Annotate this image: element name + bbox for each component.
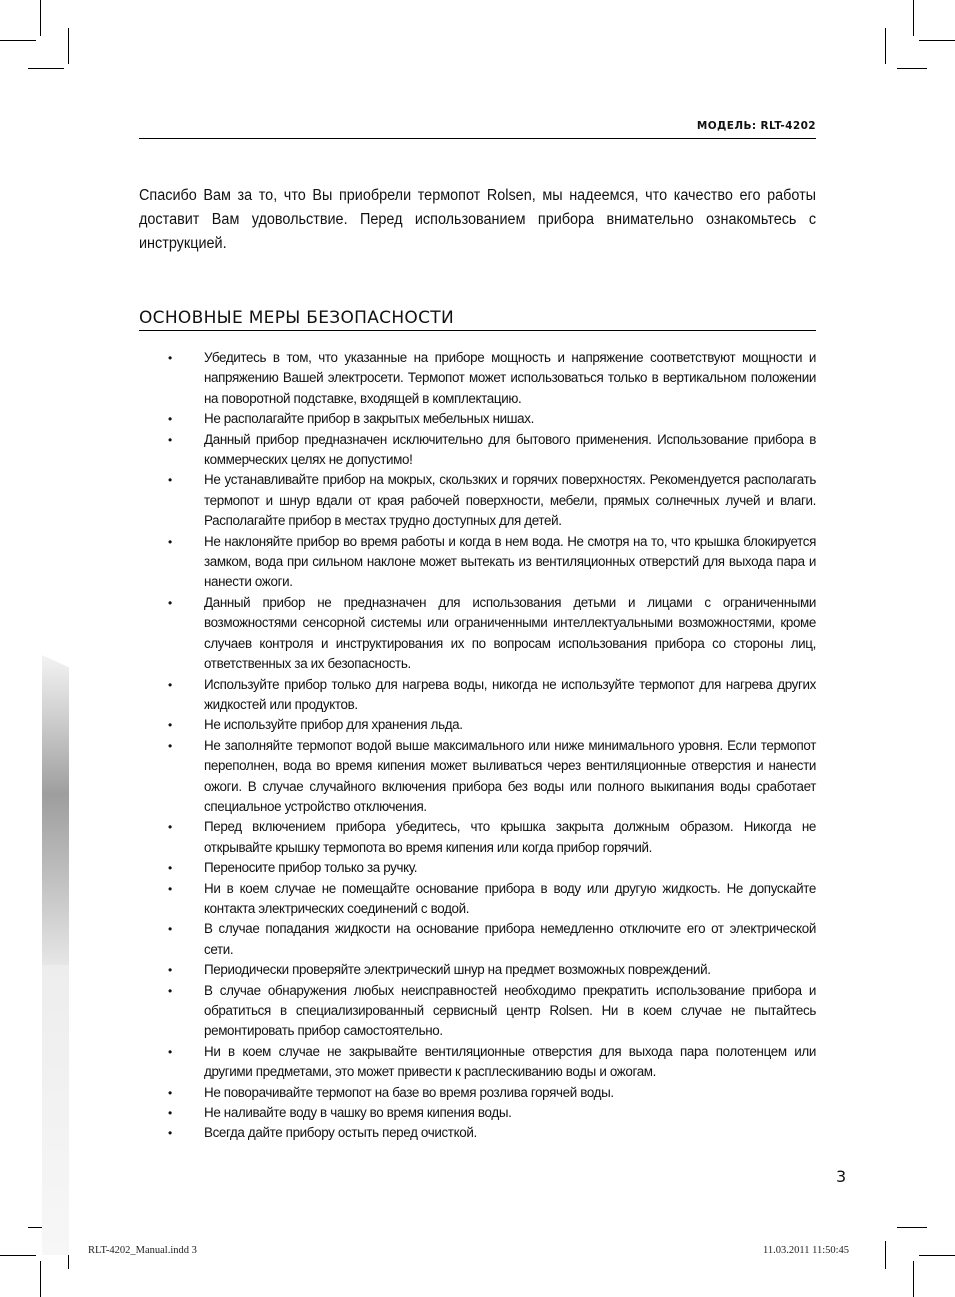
bullet-icon: •	[168, 718, 172, 733]
list-item	[168, 593, 816, 675]
list-item	[168, 960, 816, 980]
crop-mark	[0, 40, 36, 41]
crop-mark	[897, 1227, 927, 1228]
list-item	[168, 532, 816, 593]
list-item	[168, 858, 816, 878]
bullet-icon: •	[168, 1044, 172, 1059]
safety-list	[168, 348, 816, 1144]
bullet-icon: •	[168, 412, 172, 427]
bullet-icon: •	[168, 861, 172, 876]
list-item	[168, 1123, 816, 1143]
list-item-text: Перед включением прибора убедитесь, что крышка закрыта должным образом. Никогда не открывайте крышку термопота во время кипения или когда прибор горячий.	[204, 819, 816, 855]
list-item	[168, 879, 816, 920]
list-item	[168, 981, 816, 1042]
list-item-text: Переносите прибор только за ручку.	[204, 860, 418, 876]
crop-mark	[885, 1241, 886, 1269]
slug-file: RLT-4202_Manual.indd 3	[88, 1245, 197, 1256]
crop-mark	[0, 1255, 36, 1256]
list-item-text: Периодически проверяйте электрический шнур на предмет возможных повреждений.	[204, 962, 711, 978]
crop-mark	[40, 0, 41, 36]
bullet-icon: •	[168, 1126, 172, 1141]
bullet-icon: •	[168, 595, 172, 610]
crop-mark	[919, 40, 955, 41]
bullet-icon: •	[168, 1085, 172, 1100]
list-item-text: Не располагайте прибор в закрытых мебельных нишах.	[204, 411, 534, 427]
intro-paragraph: Спасибо Вам за то, что Вы приобрели термопот Rolsen, мы надеемся, что качество его работы доставит Вам удовольствие. Перед использованием прибора внимательно ознакомьтесь с инструкцией.	[139, 187, 817, 252]
list-item-text: Не наливайте воду в чашку во время кипения воды.	[204, 1105, 512, 1121]
list-item	[168, 470, 816, 531]
bullet-icon: •	[168, 738, 172, 753]
crop-mark	[913, 1261, 914, 1297]
page-number: 3	[836, 1167, 847, 1186]
crop-mark	[68, 28, 69, 64]
list-item	[168, 715, 816, 735]
model-label: МОДЕЛЬ: RLT-4202	[696, 120, 816, 132]
slug-date: 11.03.2011 11:50:45	[763, 1245, 850, 1256]
crop-mark	[28, 68, 64, 69]
header-rule	[139, 138, 816, 139]
list-item-text: Не поворачивайте термопот на базе во время розлива горячей воды.	[204, 1084, 614, 1100]
bullet-icon: •	[168, 881, 172, 896]
list-item-text: Не устанавливайте прибор на мокрых, скользких и горячих поверхностях. Рекомендуется располагать термопот и шнур вдали от края рабочей поверхности, мебели, прямых солнечных лучей и влаги. Располагайте прибор в местах трудно доступных для детей.	[204, 472, 816, 529]
crop-mark	[885, 28, 886, 64]
list-item	[168, 1083, 816, 1103]
list-item-text: В случае попадания жидкости на основание прибора немедленно отключите его от электрической сети.	[204, 921, 816, 957]
list-item-text: В случае обнаружения любых неисправностей необходимо прекратить использование прибора и обратиться в специализированный сервисный центр Rolsen. Ни в коем случае не пытайтесь ремонтировать прибор самостоятельно.	[204, 982, 816, 1039]
crop-mark	[40, 1261, 41, 1297]
list-item-text: Используйте прибор только для нагрева воды, никогда не используйте термопот для нагрева других жидкостей или продуктов.	[204, 676, 816, 712]
list-item	[168, 1042, 816, 1083]
bullet-icon: •	[168, 351, 172, 365]
crop-mark	[897, 68, 927, 69]
side-tab-decoration-lower	[42, 965, 69, 1255]
bullet-icon: •	[168, 473, 172, 488]
crop-mark	[919, 1255, 955, 1256]
list-item-text: Убедитесь в том, что указанные на приборе мощность и напряжение соответствуют мощности и напряжению Вашей электросети. Термопот может использоваться только в вертикальном положении на поворотной подставке, входящей в комплектацию.	[204, 350, 816, 406]
bullet-icon: •	[168, 963, 172, 978]
bullet-icon: •	[168, 1106, 172, 1121]
list-item	[168, 817, 816, 858]
list-item	[168, 348, 816, 409]
list-item-text: Не используйте прибор для хранения льда.	[204, 717, 463, 733]
bullet-icon: •	[168, 983, 172, 998]
list-item-text: Не наклоняйте прибор во время работы и когда в нем вода. Не смотря на то, что крышка блокируется замком, вода при сильном наклоне может вытекать из вентиляционных отверстий для выхода пара и нанести ожоги.	[204, 533, 816, 590]
list-item-text: Ни в коем случае не закрывайте вентиляционные отверстия для выхода пара полотенцем или другими предметами, это может привести к расплескиванию воды и ожогам.	[204, 1043, 816, 1080]
list-item	[168, 675, 816, 716]
bullet-icon: •	[168, 534, 172, 549]
bullet-icon: •	[168, 922, 172, 937]
bullet-icon: •	[168, 432, 172, 447]
list-item	[168, 409, 816, 429]
list-item	[168, 919, 816, 960]
list-item	[168, 1103, 816, 1123]
bullet-icon: •	[168, 677, 172, 692]
section-rule	[139, 330, 816, 331]
list-item	[168, 430, 816, 471]
section-title: ОСНОВНЫЕ МЕРЫ БЕЗОПАСНОСТИ	[139, 308, 454, 328]
list-item-text: Данный прибор предназначен исключительно для бытового применения. Использование прибора в коммерческих целях не допустимо!	[204, 431, 816, 468]
bullet-icon: •	[168, 820, 172, 835]
list-item-text: Не заполняйте термопот водой выше максимального или ниже минимального уровня. Если термопот переполнен, вода во время кипения может выливаться через вентиляционные отверстия и нанести ожоги. В случае случайного включения прибора без воды или полного выкипания воды сработает специальное устройство отключения.	[204, 737, 816, 814]
list-item	[168, 736, 816, 818]
side-tab-decoration	[42, 655, 69, 965]
list-item-text: Данный прибор не предназначен для использования детьми и лицами с ограниченными возможностями сенсорной системы или ограниченными интеллектуальными возможностями, кроме случаев контроля и инструктирования их по вопросам использования прибора со стороны лиц, ответственных за их безопасность.	[204, 594, 816, 672]
crop-mark	[913, 0, 914, 36]
list-item-text: Всегда дайте прибору остыть перед очисткой.	[204, 1125, 477, 1141]
list-item-text: Ни в коем случае не помещайте основание прибора в воду или другую жидкость. Не допускайте контакта электрических соединений с водой.	[204, 880, 816, 916]
